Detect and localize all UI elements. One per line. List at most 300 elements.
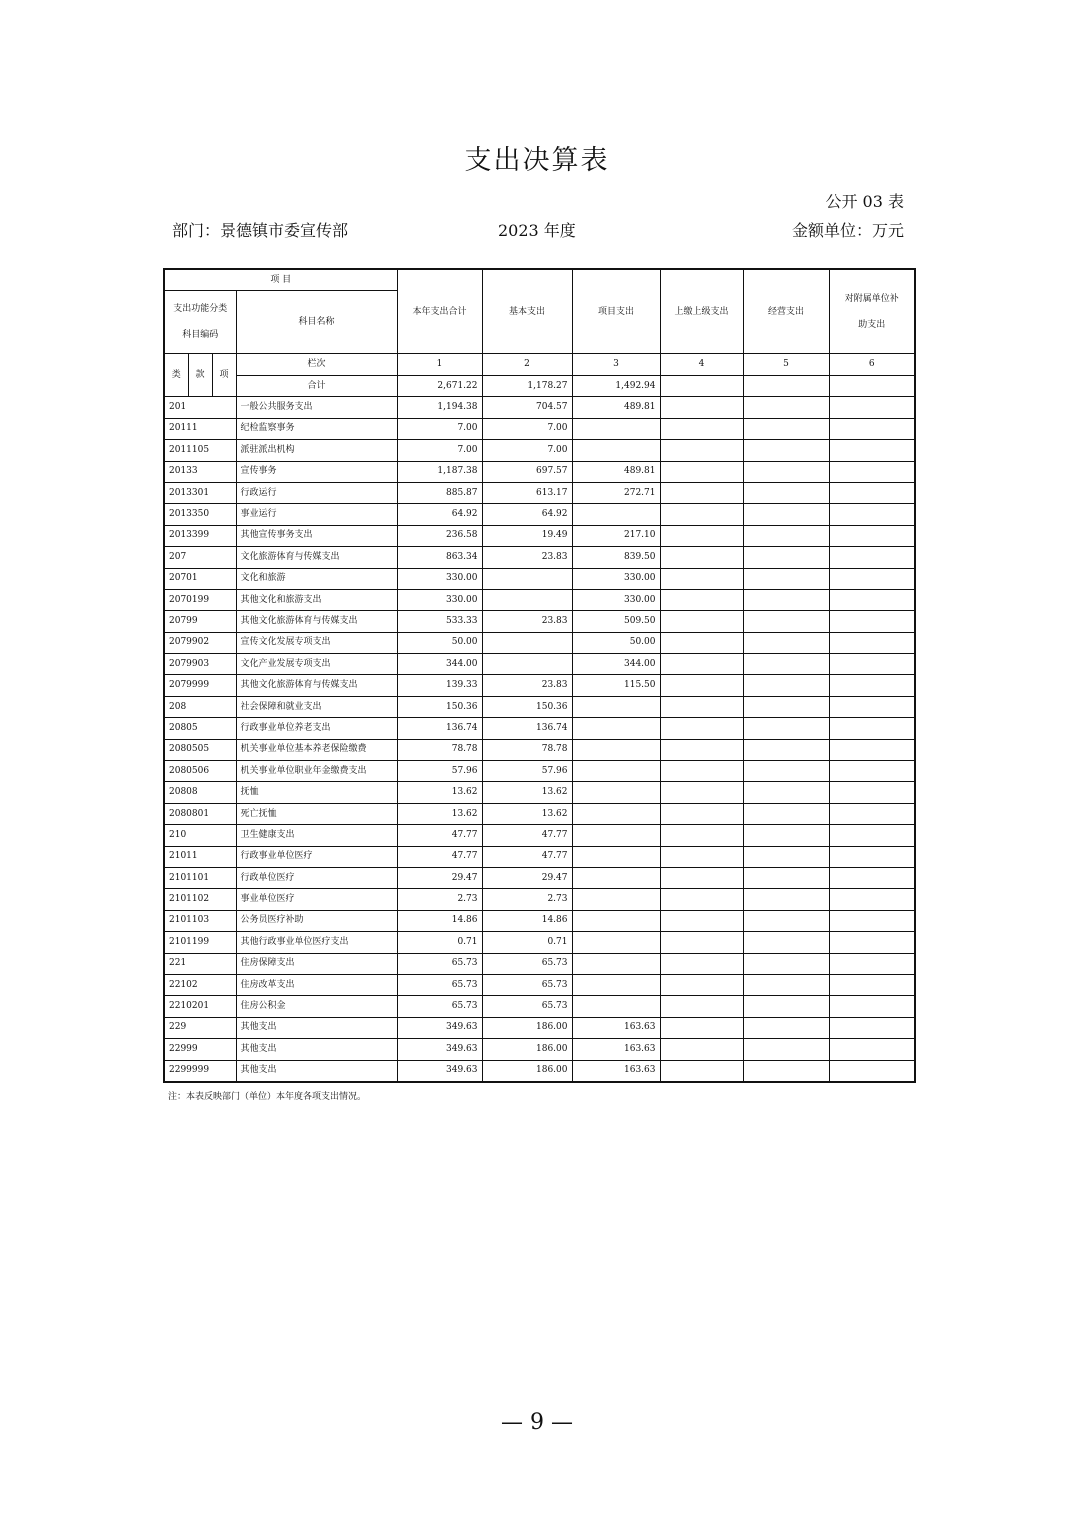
table-row (164, 1017, 915, 1038)
row-subject-name: 事业运行 (236, 504, 397, 525)
expenditure-table (163, 268, 916, 1083)
row-value-cell: 509.50 (572, 611, 660, 632)
row-value-cell (743, 953, 829, 974)
row-value-cell: 23.83 (482, 547, 572, 568)
row-value-cell: 7.00 (482, 418, 572, 439)
row-value-cell (743, 418, 829, 439)
row-value-cell (660, 782, 743, 803)
row-value-cell (829, 654, 915, 675)
row-value-cell: 29.47 (397, 867, 482, 888)
row-subject-name: 机关事业单位职业年金缴费支出 (236, 761, 397, 782)
row-value-cell (660, 846, 743, 867)
row-subject-name: 纪检监察事务 (236, 418, 397, 439)
row-subject-name: 社会保障和就业支出 (236, 696, 397, 717)
row-value-cell: 47.77 (397, 825, 482, 846)
row-value-cell: 115.50 (572, 675, 660, 696)
subject-name-header: 科目名称 (236, 291, 397, 354)
row-value-cell (743, 910, 829, 931)
row-value-cell: 1,187.38 (397, 461, 482, 482)
row-subject-name: 其他文化和旅游支出 (236, 589, 397, 610)
row-value-cell (572, 504, 660, 525)
row-code: 2210201 (164, 996, 236, 1017)
row-value-cell: 163.63 (572, 1060, 660, 1082)
row-value-cell: 23.83 (482, 611, 572, 632)
row-value-cell (743, 782, 829, 803)
row-value-cell (829, 761, 915, 782)
row-value-cell: 136.74 (397, 718, 482, 739)
row-value-cell (829, 568, 915, 589)
row-code: 2299999 (164, 1060, 236, 1082)
row-value-cell (829, 611, 915, 632)
row-value-cell (743, 974, 829, 995)
row-value-cell: 64.92 (397, 504, 482, 525)
row-value-cell: 47.77 (482, 825, 572, 846)
table-row (164, 739, 915, 760)
row-value-cell: 139.33 (397, 675, 482, 696)
fiscal-year-label: 2023 年度 (498, 221, 576, 240)
row-value-cell (743, 675, 829, 696)
table-row (164, 889, 915, 910)
row-value-cell (482, 632, 572, 653)
row-subject-name: 公务员医疗补助 (236, 910, 397, 931)
table-row (164, 440, 915, 461)
row-code: 201 (164, 397, 236, 418)
table-row (164, 761, 915, 782)
row-value-cell (572, 996, 660, 1017)
table-row (164, 418, 915, 439)
row-code: 2079902 (164, 632, 236, 653)
table-row (164, 461, 915, 482)
total-cell (743, 376, 829, 397)
row-code: 2079999 (164, 675, 236, 696)
row-subject-name: 其他行政事业单位医疗支出 (236, 932, 397, 953)
row-value-cell (829, 418, 915, 439)
total-row (164, 376, 915, 397)
row-value-cell (743, 889, 829, 910)
row-value-cell (829, 718, 915, 739)
row-value-cell (660, 504, 743, 525)
table-row (164, 867, 915, 888)
row-value-cell: 330.00 (397, 568, 482, 589)
row-code: 20133 (164, 461, 236, 482)
row-value-cell (743, 440, 829, 461)
row-value-cell (743, 482, 829, 503)
row-value-cell (572, 418, 660, 439)
row-subject-name: 机关事业单位基本养老保险缴费 (236, 739, 397, 760)
table-row (164, 482, 915, 503)
row-value-cell (660, 825, 743, 846)
row-value-cell (660, 867, 743, 888)
func-class-header: 支出功能分类科目编码 (164, 291, 236, 354)
row-value-cell: 7.00 (397, 440, 482, 461)
row-value-cell: 349.63 (397, 1039, 482, 1060)
row-value-cell: 13.62 (397, 803, 482, 824)
table-row (164, 974, 915, 995)
row-value-cell (660, 696, 743, 717)
row-value-cell: 13.62 (482, 782, 572, 803)
row-value-cell (743, 568, 829, 589)
row-value-cell (572, 803, 660, 824)
row-value-cell (572, 440, 660, 461)
row-code: 22102 (164, 974, 236, 995)
row-code: 20808 (164, 782, 236, 803)
row-code: 2070199 (164, 589, 236, 610)
col-number: 1 (397, 354, 482, 376)
row-value-cell: 330.00 (397, 589, 482, 610)
row-value-cell (660, 611, 743, 632)
table-row (164, 718, 915, 739)
page-number: — 9 — (501, 1410, 573, 1435)
row-code: 2080506 (164, 761, 236, 782)
row-value-cell (743, 761, 829, 782)
table-row (164, 825, 915, 846)
col-number: 3 (572, 354, 660, 376)
table-row (164, 1060, 915, 1082)
row-code: 20701 (164, 568, 236, 589)
col-header-project: 项目支出 (572, 269, 660, 354)
table-row (164, 996, 915, 1017)
row-subject-name: 行政单位医疗 (236, 867, 397, 888)
row-subject-name: 其他宣传事务支出 (236, 525, 397, 546)
row-value-cell (743, 696, 829, 717)
row-value-cell (660, 1017, 743, 1038)
row-subject-name: 事业单位医疗 (236, 889, 397, 910)
table-row (164, 1039, 915, 1060)
row-value-cell: 885.87 (397, 482, 482, 503)
row-code: 2101102 (164, 889, 236, 910)
row-value-cell (572, 761, 660, 782)
row-code: 2013399 (164, 525, 236, 546)
row-value-cell: 349.63 (397, 1017, 482, 1038)
table-row (164, 611, 915, 632)
row-subject-name: 行政事业单位养老支出 (236, 718, 397, 739)
xiang-header: 项 (212, 354, 236, 397)
col-header-subsidiary: 对附属单位补助支出 (829, 269, 915, 354)
total-cell (660, 376, 743, 397)
row-value-cell (829, 953, 915, 974)
row-code: 2101199 (164, 932, 236, 953)
row-code: 2080505 (164, 739, 236, 760)
row-subject-name: 卫生健康支出 (236, 825, 397, 846)
table-row (164, 589, 915, 610)
row-code: 2101101 (164, 867, 236, 888)
row-value-cell: 78.78 (482, 739, 572, 760)
row-value-cell (572, 825, 660, 846)
row-value-cell: 14.86 (397, 910, 482, 931)
row-value-cell: 13.62 (397, 782, 482, 803)
row-value-cell (829, 910, 915, 931)
row-value-cell: 0.71 (482, 932, 572, 953)
table-row (164, 397, 915, 418)
row-code: 2079903 (164, 654, 236, 675)
col-header-total: 本年支出合计 (397, 269, 482, 354)
row-subject-name: 抚恤 (236, 782, 397, 803)
row-value-cell (482, 589, 572, 610)
row-value-cell: 489.81 (572, 461, 660, 482)
row-value-cell: 65.73 (482, 974, 572, 995)
row-code: 207 (164, 547, 236, 568)
row-value-cell: 23.83 (482, 675, 572, 696)
row-value-cell (660, 482, 743, 503)
row-value-cell: 29.47 (482, 867, 572, 888)
row-value-cell (660, 974, 743, 995)
row-value-cell (660, 1039, 743, 1060)
row-value-cell: 65.73 (397, 974, 482, 995)
row-value-cell (743, 932, 829, 953)
row-value-cell: 13.62 (482, 803, 572, 824)
row-value-cell (743, 525, 829, 546)
row-value-cell (482, 568, 572, 589)
row-value-cell (660, 675, 743, 696)
row-value-cell (660, 418, 743, 439)
total-cell: 1,492.94 (572, 376, 660, 397)
row-value-cell (572, 910, 660, 931)
row-code: 2013350 (164, 504, 236, 525)
row-value-cell (572, 718, 660, 739)
row-subject-name: 宣传文化发展专项支出 (236, 632, 397, 653)
row-value-cell (829, 482, 915, 503)
row-value-cell (743, 996, 829, 1017)
row-code: 210 (164, 825, 236, 846)
row-value-cell (829, 675, 915, 696)
row-value-cell (660, 568, 743, 589)
row-value-cell (660, 440, 743, 461)
row-value-cell (660, 739, 743, 760)
row-value-cell (572, 932, 660, 953)
row-value-cell: 163.63 (572, 1039, 660, 1060)
row-value-cell (829, 461, 915, 482)
row-value-cell (660, 525, 743, 546)
row-value-cell (829, 547, 915, 568)
row-value-cell: 272.71 (572, 482, 660, 503)
row-subject-name: 宣传事务 (236, 461, 397, 482)
col-header-operating: 经营支出 (743, 269, 829, 354)
row-code: 2080801 (164, 803, 236, 824)
row-value-cell (829, 825, 915, 846)
row-value-cell (829, 867, 915, 888)
table-note: 注：本表反映部门（单位）本年度各项支出情况。 (168, 1092, 367, 1102)
row-value-cell: 613.17 (482, 482, 572, 503)
row-value-cell (829, 397, 915, 418)
row-value-cell (660, 932, 743, 953)
row-subject-name: 其他支出 (236, 1039, 397, 1060)
row-value-cell (829, 696, 915, 717)
row-value-cell (660, 1060, 743, 1082)
lanci-label: 栏次 (236, 354, 397, 376)
row-code: 229 (164, 1017, 236, 1038)
row-value-cell: 839.50 (572, 547, 660, 568)
row-code: 21011 (164, 846, 236, 867)
row-value-cell: 217.10 (572, 525, 660, 546)
row-value-cell (829, 974, 915, 995)
row-value-cell (743, 825, 829, 846)
row-value-cell: 344.00 (572, 654, 660, 675)
row-subject-name: 文化产业发展专项支出 (236, 654, 397, 675)
row-value-cell: 344.00 (397, 654, 482, 675)
row-subject-name: 住房公积金 (236, 996, 397, 1017)
row-subject-name: 文化旅游体育与传媒支出 (236, 547, 397, 568)
table-row (164, 547, 915, 568)
table-row (164, 696, 915, 717)
row-value-cell (660, 547, 743, 568)
row-value-cell (743, 867, 829, 888)
table-row (164, 953, 915, 974)
row-value-cell (743, 632, 829, 653)
row-value-cell: 136.74 (482, 718, 572, 739)
total-cell: 1,178.27 (482, 376, 572, 397)
row-value-cell (829, 889, 915, 910)
row-value-cell (743, 846, 829, 867)
row-code: 208 (164, 696, 236, 717)
row-value-cell (829, 504, 915, 525)
row-value-cell (743, 718, 829, 739)
row-value-cell (572, 696, 660, 717)
row-value-cell: 863.34 (397, 547, 482, 568)
row-value-cell: 330.00 (572, 568, 660, 589)
row-value-cell: 50.00 (397, 632, 482, 653)
row-code: 221 (164, 953, 236, 974)
row-code: 2011105 (164, 440, 236, 461)
row-value-cell (829, 1060, 915, 1082)
row-value-cell (829, 589, 915, 610)
row-value-cell: 47.77 (482, 846, 572, 867)
row-subject-name: 行政事业单位医疗 (236, 846, 397, 867)
row-value-cell (743, 803, 829, 824)
row-value-cell: 57.96 (482, 761, 572, 782)
row-value-cell (829, 846, 915, 867)
row-value-cell (660, 718, 743, 739)
row-subject-name: 住房保障支出 (236, 953, 397, 974)
row-value-cell (572, 739, 660, 760)
table-row (164, 525, 915, 546)
row-value-cell (829, 932, 915, 953)
row-value-cell: 489.81 (572, 397, 660, 418)
row-value-cell: 50.00 (572, 632, 660, 653)
table-row (164, 803, 915, 824)
row-value-cell (660, 910, 743, 931)
row-subject-name: 其他文化旅游体育与传媒支出 (236, 675, 397, 696)
row-value-cell (572, 974, 660, 995)
col-header-basic: 基本支出 (482, 269, 572, 354)
row-subject-name: 其他文化旅游体育与传媒支出 (236, 611, 397, 632)
row-value-cell (829, 1039, 915, 1060)
row-value-cell (660, 397, 743, 418)
row-value-cell (660, 632, 743, 653)
total-cell (829, 376, 915, 397)
row-value-cell (660, 761, 743, 782)
row-value-cell (660, 461, 743, 482)
row-subject-name: 死亡抚恤 (236, 803, 397, 824)
row-value-cell (660, 654, 743, 675)
row-value-cell: 186.00 (482, 1060, 572, 1082)
row-subject-name: 其他支出 (236, 1017, 397, 1038)
row-value-cell: 236.58 (397, 525, 482, 546)
row-subject-name: 文化和旅游 (236, 568, 397, 589)
form-number: 公开 03 表 (825, 192, 904, 211)
table-row (164, 675, 915, 696)
row-value-cell (572, 782, 660, 803)
table-row (164, 846, 915, 867)
row-value-cell (743, 1060, 829, 1082)
row-value-cell (660, 803, 743, 824)
row-value-cell: 2.73 (397, 889, 482, 910)
row-value-cell (660, 996, 743, 1017)
table-row (164, 504, 915, 525)
row-value-cell: 64.92 (482, 504, 572, 525)
row-value-cell (829, 1017, 915, 1038)
row-value-cell (743, 654, 829, 675)
total-cell: 2,671.22 (397, 376, 482, 397)
lei-header: 类 (164, 354, 188, 397)
row-value-cell (829, 739, 915, 760)
row-value-cell: 533.33 (397, 611, 482, 632)
row-value-cell (743, 1017, 829, 1038)
column-number-row (164, 354, 915, 376)
row-value-cell: 150.36 (482, 696, 572, 717)
row-value-cell: 330.00 (572, 589, 660, 610)
row-value-cell (743, 397, 829, 418)
row-value-cell (572, 889, 660, 910)
row-value-cell: 2.73 (482, 889, 572, 910)
row-subject-name: 其他支出 (236, 1060, 397, 1082)
row-value-cell: 57.96 (397, 761, 482, 782)
row-value-cell (660, 889, 743, 910)
row-value-cell: 47.77 (397, 846, 482, 867)
row-value-cell (572, 953, 660, 974)
row-value-cell (482, 654, 572, 675)
table-row (164, 782, 915, 803)
row-value-cell: 7.00 (397, 418, 482, 439)
row-value-cell: 7.00 (482, 440, 572, 461)
col-number: 4 (660, 354, 743, 376)
row-value-cell (572, 867, 660, 888)
row-value-cell (743, 547, 829, 568)
row-code: 22999 (164, 1039, 236, 1060)
row-code: 20799 (164, 611, 236, 632)
row-value-cell: 704.57 (482, 397, 572, 418)
row-value-cell (743, 611, 829, 632)
row-value-cell (743, 504, 829, 525)
row-value-cell (829, 525, 915, 546)
table-row (164, 910, 915, 931)
table-row (164, 932, 915, 953)
row-value-cell: 0.71 (397, 932, 482, 953)
row-value-cell: 186.00 (482, 1039, 572, 1060)
item-header: 项 目 (164, 269, 397, 291)
kuan-header: 款 (188, 354, 212, 397)
row-value-cell: 186.00 (482, 1017, 572, 1038)
currency-unit-label: 金额单位：万元 (791, 221, 904, 240)
col-number: 2 (482, 354, 572, 376)
row-code: 2013301 (164, 482, 236, 503)
row-value-cell: 65.73 (397, 953, 482, 974)
col-number: 6 (829, 354, 915, 376)
row-code: 2101103 (164, 910, 236, 931)
col-header-remit: 上缴上级支出 (660, 269, 743, 354)
header-row-top (164, 269, 915, 291)
row-value-cell: 150.36 (397, 696, 482, 717)
row-value-cell: 163.63 (572, 1017, 660, 1038)
row-value-cell (829, 996, 915, 1017)
department-label: 部门：景德镇市委宣传部 (172, 221, 349, 240)
row-subject-name: 一般公共服务支出 (236, 397, 397, 418)
row-value-cell (743, 461, 829, 482)
row-value-cell (743, 589, 829, 610)
row-value-cell: 65.73 (482, 953, 572, 974)
row-value-cell: 349.63 (397, 1060, 482, 1082)
table-row (164, 632, 915, 653)
total-label: 合计 (236, 376, 397, 397)
